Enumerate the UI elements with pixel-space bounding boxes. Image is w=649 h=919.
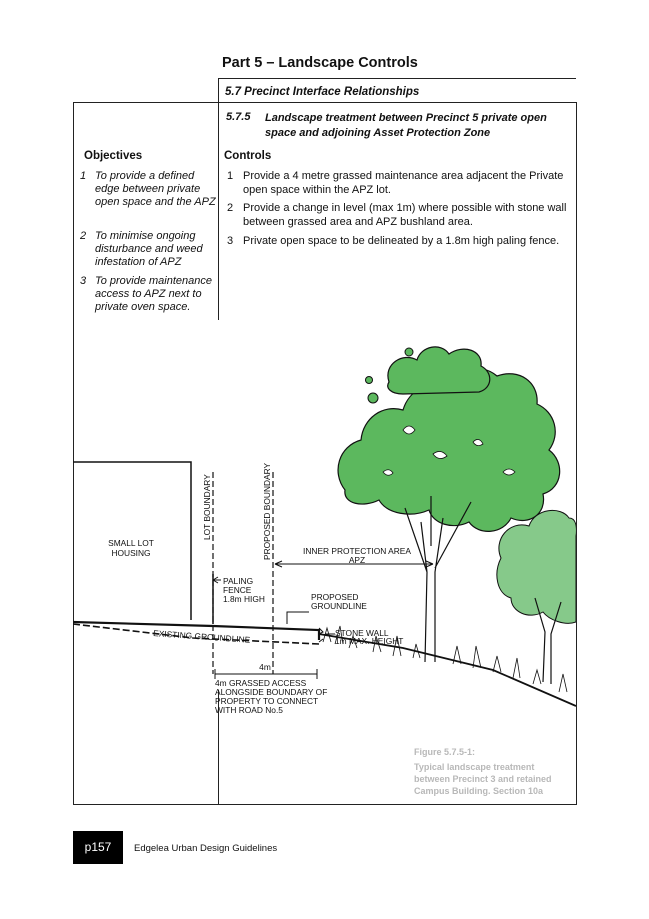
subsection-number: 5.7.5 <box>226 111 251 123</box>
control-item <box>227 202 567 229</box>
dimension-label: 4m <box>259 662 271 672</box>
controls-heading: Controls <box>224 150 272 162</box>
proposed-groundline-leader <box>287 612 309 624</box>
divider <box>218 78 576 79</box>
proposed-groundline-label: GROUNDLINE <box>311 601 367 611</box>
objective-item <box>80 230 220 269</box>
apz-label: APZ <box>348 555 366 565</box>
stone-wall-label: 1m MAX. HEIGHT <box>335 636 404 646</box>
objective-number: 3 <box>80 275 87 287</box>
objective-text: To provide a defined edge between private open space and the APZ <box>95 170 216 208</box>
proposed-boundary-label: PROPOSED BOUNDARY <box>262 462 272 560</box>
objective-item <box>80 275 220 314</box>
fence-arrow <box>213 577 221 583</box>
section-diagram <box>73 322 576 742</box>
leaf-cluster <box>405 348 413 356</box>
control-number: 3 <box>227 235 234 247</box>
control-text: Private open space to be delineated by a 1.8m high paling fence. <box>243 235 560 247</box>
apz-label: INNER PROTECTION AREA <box>303 546 411 556</box>
objective-number: 2 <box>80 230 87 242</box>
grassed-access-label: 4m GRASSED ACCESS <box>215 678 307 688</box>
lot-boundary-label: LOT BOUNDARY <box>202 474 212 540</box>
control-item <box>227 235 567 249</box>
figure-number: Figure 5.7.5-1: <box>414 747 476 757</box>
canopy-top <box>388 347 490 394</box>
control-number: 2 <box>227 202 234 214</box>
large-tree-canopy <box>338 347 560 531</box>
figure-caption-line: between Precinct 3 and retained <box>414 774 552 784</box>
figure-caption-line: Campus Building. Section 10a <box>414 786 544 796</box>
objective-text: To provide maintenance access to APZ next to private oven space. <box>95 275 213 313</box>
control-text: Provide a 4 metre grassed maintenance area adjacent the Private open space within the APZ lot. <box>243 170 564 196</box>
housing-label: HOUSING <box>111 548 151 558</box>
column-divider <box>218 78 219 102</box>
stone-wall-label: STONE WALL <box>335 628 389 638</box>
paling-label: 1.8m HIGH <box>223 594 265 604</box>
paling-label: PALING <box>223 576 254 586</box>
footer-title: Edgelea Urban Design Guidelines <box>134 843 278 854</box>
grassed-access-label: ALONGSIDE BOUNDARY OF <box>215 687 328 697</box>
page-number-badge: p157 <box>73 831 123 864</box>
frame-top <box>73 102 576 103</box>
paling-label: FENCE <box>223 585 252 595</box>
figure-caption-line: Typical landscape treatment <box>414 762 535 772</box>
objectives-heading: Objectives <box>84 150 143 162</box>
control-number: 1 <box>227 170 234 182</box>
objective-number: 1 <box>80 170 87 182</box>
small-tree-canopy <box>497 510 576 623</box>
grassed-access-label: WITH ROAD No.5 <box>215 705 283 715</box>
leaf-cluster <box>366 377 373 384</box>
existing-groundline-label: EXISTING GROUNDLINE <box>152 628 251 645</box>
grassed-access-label: PROPERTY TO CONNECT <box>215 696 319 706</box>
subsection-title: Landscape treatment between Precinct 5 private open space and adjoining Asset Protection Zone <box>265 112 547 139</box>
frame-bottom <box>73 804 577 805</box>
canopy-shape <box>497 510 576 623</box>
control-item <box>227 170 567 197</box>
frame-right <box>576 102 577 804</box>
objective-item <box>80 170 220 209</box>
objective-text: To minimise ongoing disturbance and weed infestation of APZ <box>95 230 203 268</box>
control-text: Provide a change in level (max 1m) where possible with stone wall between grassed area and APZ bushland area. <box>243 202 567 228</box>
leaf-cluster <box>368 393 378 403</box>
proposed-groundline-label: PROPOSED <box>311 592 359 602</box>
figure-caption <box>414 746 574 797</box>
housing-label: SMALL LOT <box>108 538 154 548</box>
section-title: 5.7 Precinct Interface Relationships <box>225 86 420 98</box>
page-title: Part 5 – Landscape Controls <box>222 55 418 71</box>
